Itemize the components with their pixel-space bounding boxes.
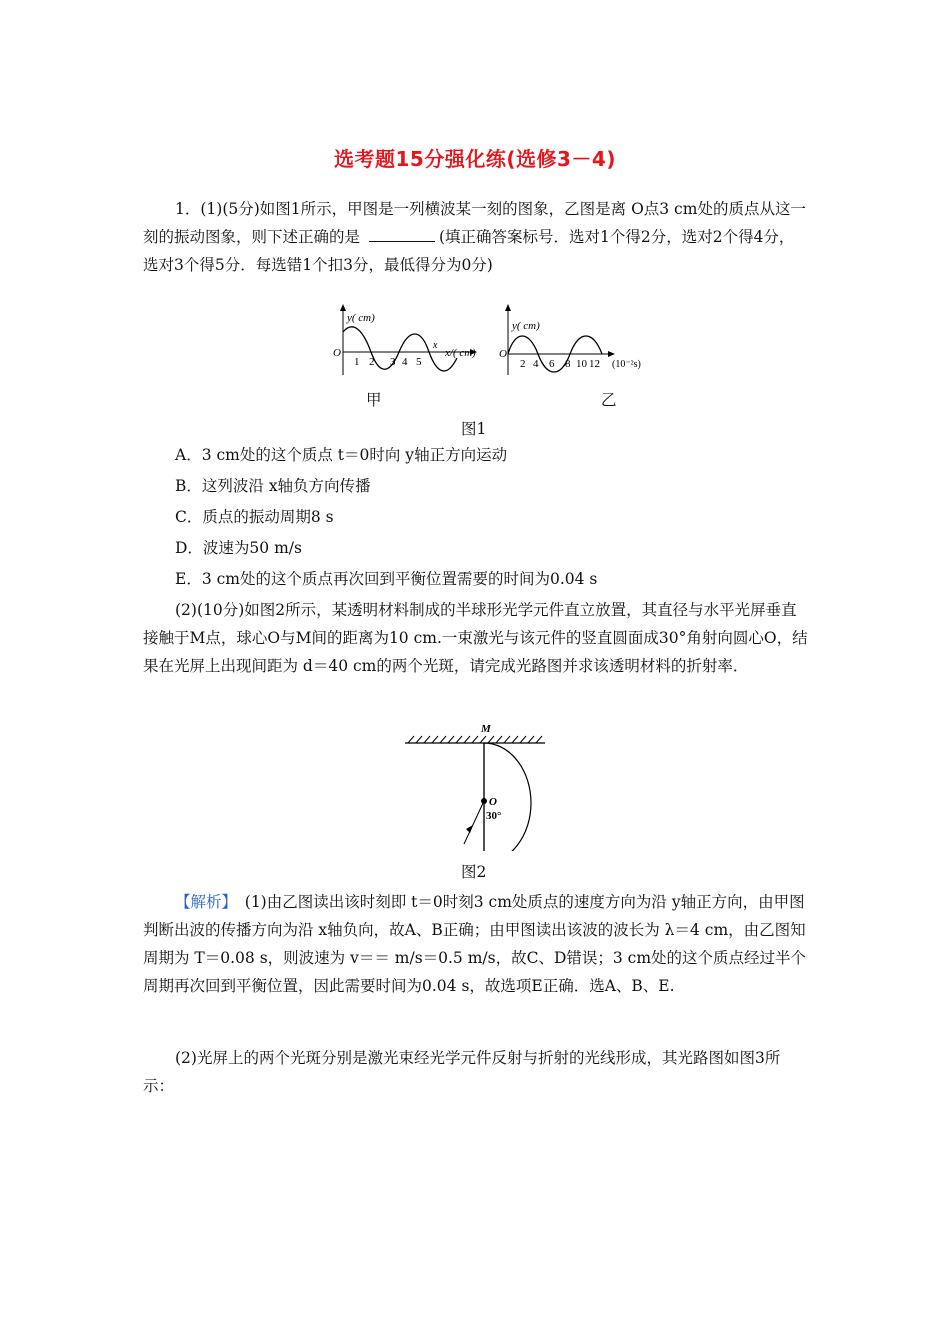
option-a: A．3 cm处的这个质点 t＝0时向 y轴正方向运动 <box>175 446 508 464</box>
origin-label: O <box>333 347 341 359</box>
vibration-graph <box>499 304 641 375</box>
question-1-instructions: (填正确答案标号．选对1个得2分，选对2个得4分，选对3个得5分．每选错1个扣3分，最低得分为0分) <box>143 228 795 274</box>
page-title: 选考题15分强化练(选修3－4) <box>334 147 616 171</box>
origin-label: O <box>499 348 507 360</box>
tick-label: 4 <box>533 358 539 370</box>
solution-part-2: (2)光屏上的两个光斑分别是激光束经光学元件反射与折射的光线形成，其光路图如图3所示： <box>143 1049 781 1095</box>
y-axis-label: y( cm) <box>347 312 375 324</box>
laser-ray <box>464 801 484 844</box>
figure-1-left-label: 甲 <box>366 391 382 409</box>
tick-label: 2 <box>520 358 526 370</box>
figure-2 <box>400 716 550 851</box>
laser-arrow <box>466 825 473 833</box>
screen-hatching <box>408 736 542 743</box>
tick-label: 5 <box>416 356 422 368</box>
figure-1-right-label: 乙 <box>601 391 617 409</box>
tick-label: 4 <box>402 356 408 368</box>
tick-label: 3 <box>390 356 396 368</box>
angle-label: 30° <box>486 810 502 822</box>
wave-curve <box>343 327 457 371</box>
solution-tag: 【解析】 <box>175 893 230 911</box>
option-b: B．这列波沿 x轴负方向传播 <box>175 477 371 495</box>
figure-1 <box>325 300 655 380</box>
y-axis-arrow <box>340 304 346 311</box>
option-d: D．波速为50 m/s <box>175 539 302 557</box>
tick-label: 12 <box>589 358 600 370</box>
tick-label: 6 <box>549 358 555 370</box>
option-e: E．3 cm处的这个质点再次回到平衡位置需要的时间为0.04 s <box>175 570 598 588</box>
question-1-part-1 <box>143 195 808 279</box>
tick-label: 1 <box>354 356 360 368</box>
x-end-label: x <box>433 340 438 351</box>
y-axis-label: y( cm) <box>512 320 540 332</box>
option-c: C．质点的振动周期8 s <box>175 508 334 526</box>
question-1-part-2: (2)(10分)如图2所示，某透明材料制成的半球形光学元件直立放置，其直径与水平光屏垂直接触于M点，球心O与M间的距离为10 cm.一束激光与该元件的竖直圆面成30°角射向圆心O，结果在光屏上出现间距为 d＝40 cm的两个光斑，请完成光路图并求该透明材料的折射率． <box>143 601 808 675</box>
wave-graph <box>333 304 477 375</box>
answer-blank <box>369 227 435 242</box>
x-axis-label: x/( cm) <box>445 347 476 359</box>
tick-label: 8 <box>565 358 571 370</box>
solution-text-1: (1)由乙图读出该时刻即 t＝0时刻3 cm处质点的速度方向为沿 y轴正方向，由甲图判断出波的传播方向为沿 x轴负向，故A、B正确；由甲图读出该波的波长为 λ＝4 cm，由乙图知周期为 T＝0.08 s，则波速为 v＝＝ m/s＝0.5 m/s，故C、D错误；3 cm处的这个质点经过半个周期再次回到平衡位置，因此需要时间为0.04 s，故选项E正确．选A、B、E. <box>143 893 807 995</box>
point-m-label: M <box>481 723 491 735</box>
x-axis-arrow <box>608 351 615 357</box>
question-1-text: 1．(1)(5分)如图1所示，甲图是一列横波某一刻的图象，乙图是离 O点3 cm处的质点从这一刻的振动图象，则下述正确的是 <box>143 200 806 246</box>
point-o-label: O <box>489 796 497 808</box>
figure-2-caption: 图2 <box>461 863 487 881</box>
tick-label: 2 <box>369 356 375 368</box>
y-axis-arrow <box>505 304 511 311</box>
figure-1-caption: 图1 <box>461 420 487 438</box>
solution-part-1 <box>143 888 808 1000</box>
x-axis-label: (10⁻²s) <box>612 359 641 370</box>
tick-label: 10 <box>576 358 587 370</box>
